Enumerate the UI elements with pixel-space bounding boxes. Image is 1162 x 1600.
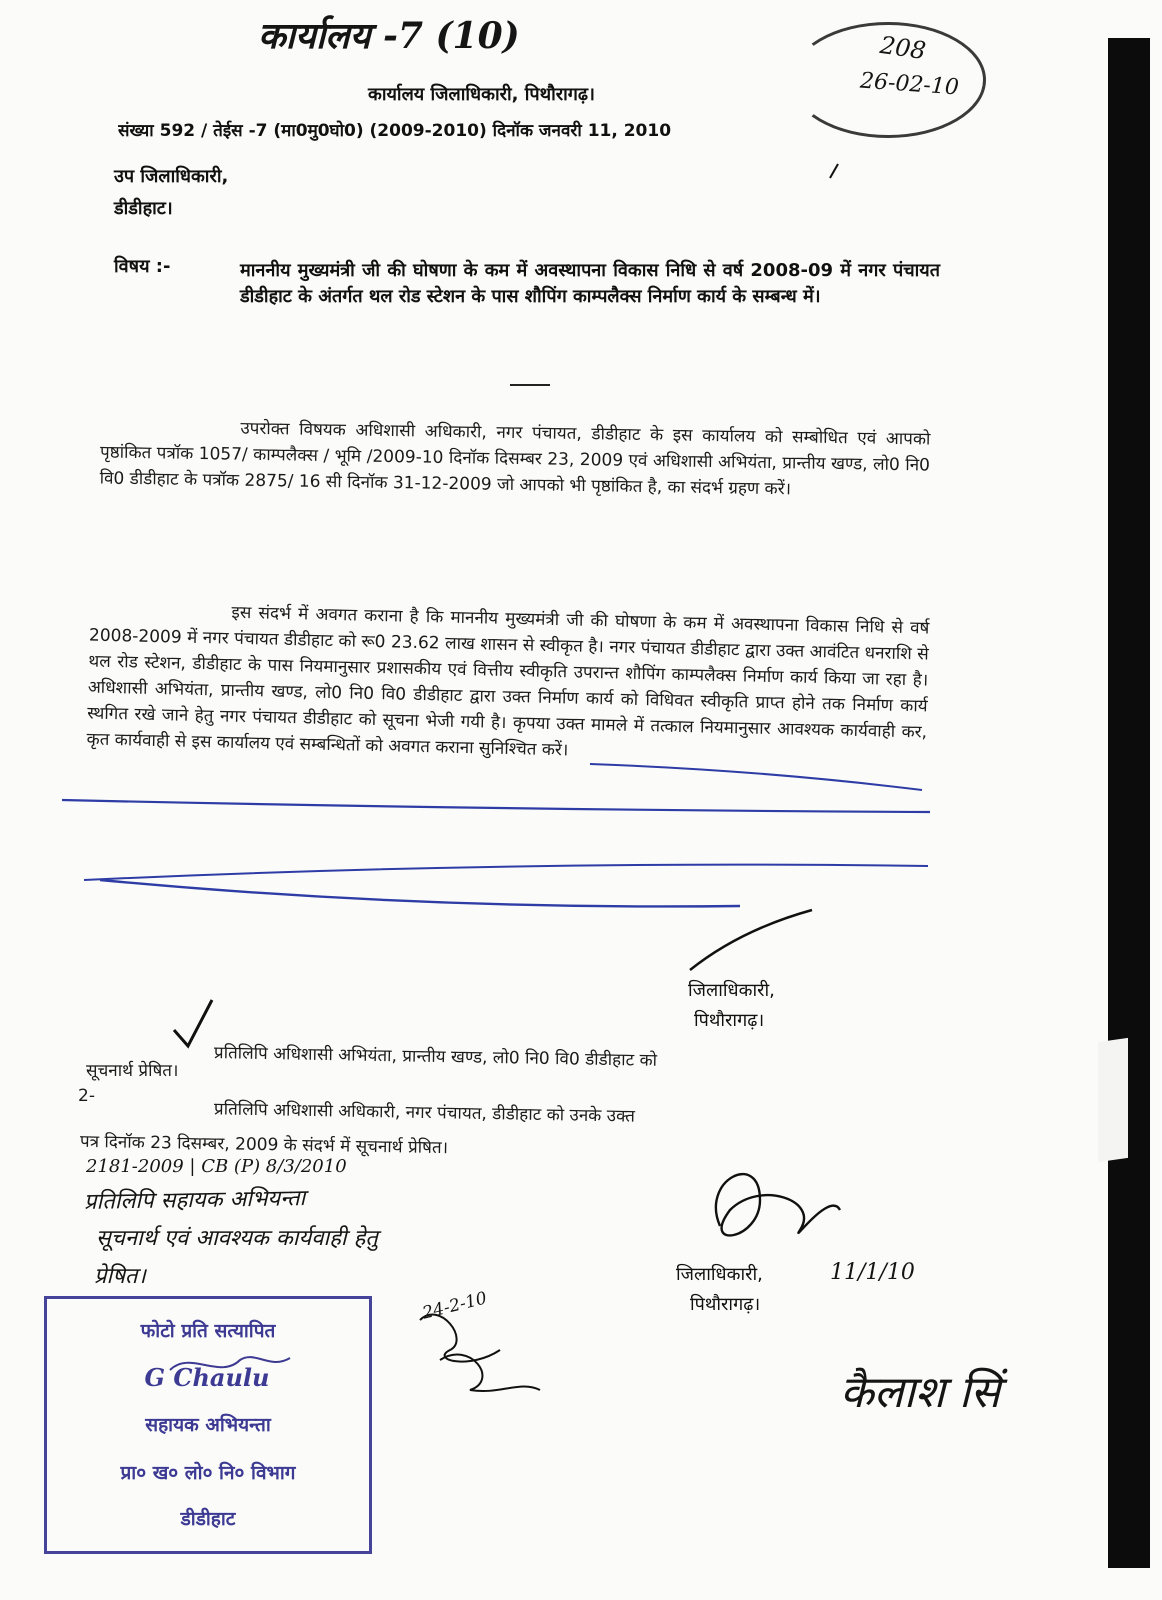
handwritten-date-note: 24-2-10 (420, 1288, 490, 1324)
stamp-designation: सहायक अभियन्ता (145, 1414, 271, 1436)
copy1-text: प्रतिलिपि अधिशासी अभियंता, प्रान्तीय खण्ड, लो0 नि0 वि0 डीडीहाट को (213, 1043, 658, 1071)
stamp-date: 26-02-10 (859, 68, 960, 101)
attestation-stamp (44, 1296, 372, 1554)
addressee-title: उप जिलाधिकारी, (114, 166, 229, 187)
handwritten-note-line3: सूचनार्थ एवं आवश्यक कार्यवाही हेतु (96, 1226, 378, 1251)
stamp-office: प्रा० ख० लो० नि० विभाग (120, 1462, 296, 1484)
office-heading: कार्यालय जिलाधिकारी, पिथौरागढ़। (368, 84, 595, 105)
initials-scribble-2 (440, 1354, 540, 1391)
stamp-heading: फोटो प्रति सत्यापित (140, 1320, 276, 1342)
paragraph-main: इस संदर्भ में अवगत कराना है कि माननीय मुख्यमंत्री जी की घोषणा के कम में अवस्थापना विकास निधि से वर्ष 2008-2009 में नगर पंचायत डीडीहाट को रू0 23.62 लाख शासन से स्वीकृत है। नगर पंचायत डीडीहाट द्वारा उक्त आवंटित धनराशि से थल रोड स्टेशन, डीडीहाट के पास नियमानुसार प्रशासकीय एवं वित्तीय स्वीकृति उपरान्त शौपिंग काम्पलैक्स निर्माण कार्य किया जा रहा है। अधिशासी अभियंता, प्रान्तीय खण्ड, लो0 नि0 वि0 डीडीहाट द्वारा उक्त निर्माण कार्य को विधिवत स्वीकृति प्राप्त होने तक निर्माण कार्य स्थगित रखे जाने हेतु नगर पंचायत डीडीहाट को सूचना भेजी गयी है। कृपया उक्त मामले में तत्काल नियमानुसार आवश्यक कार्यवाही कर, कृत कार्यवाही से इस कार्यालय एवं सम्बन्धितों को अवगत कराना सुनिश्चित करें। (86, 602, 930, 761)
handwritten-note-line2: प्रतिलिपि सहायक अभियन्ता (83, 1186, 306, 1215)
subject-text: माननीय मुख्यमंत्री जी की घोषणा के कम में अवस्थापना विकास निधि से वर्ष 2008-09 में नगर पंचायत डीडीहाट के अंतर्गत थल रोड स्टेशन के पास शौपिंग काम्पलैक्स निर्माण कार्य के सम्बन्ध में। (240, 260, 940, 307)
scanner-edge-notch (1098, 1038, 1128, 1162)
handwritten-name-bottom: कैलाश सिं (840, 1367, 1001, 1418)
signature-scribble (716, 1174, 840, 1235)
copy2-number: 2- (78, 1086, 95, 1106)
scanner-edge (1108, 38, 1150, 1568)
signatory2-title: जिलाधिकारी, (676, 1264, 763, 1285)
paragraph-reference: उपरोक्त विषयक अधिशासी अधिकारी, नगर पंचायत, डीडीहाट के इस कार्यालय को सम्बोधित एवं आपको पृष्ठांकित पत्रॉक 1057/ काम्पलैक्स / भूमि /2009-10 दिनॉक दिसम्बर 23, 2009 एवं अधिशासी अभियंता, प्रान्तीय खण्ड, लो0 नि0 वि0 डीडीहाट के पत्रॉक 2875/ 16 सी दिनॉक 31-12-2009 जो आपको भी पृष्ठांकित है, का संदर्भ ग्रहण करें। (99, 418, 931, 500)
addressee-place: डीडीहाट। (114, 198, 173, 219)
copy1-continuation: सूचनार्थ प्रेषित। (86, 1061, 179, 1081)
subject-divider (510, 384, 550, 386)
signatory-place: पिथौरागढ़। (694, 1010, 765, 1031)
copy2-continuation: पत्र दिनॉक 23 दिसम्बर, 2009 के संदर्भ में सूचनार्थ प्रेषित। (79, 1131, 449, 1159)
blue-underline-4 (100, 880, 740, 906)
signatory-title: जिलाधिकारी, (688, 980, 775, 1001)
handwritten-note-reference: 2181-2009 | CB (P) 8/3/2010 (86, 1156, 347, 1177)
handwritten-reference: कार्यालय -7 (10) (258, 15, 520, 57)
handwritten-signature-date: 11/1/10 (830, 1260, 915, 1285)
blue-underline-3 (84, 865, 928, 880)
reference-line: संख्या 592 / तेईस -7 (मा0मु0घो0) (2009-2010) दिनॉक जनवरी 11, 2010 (118, 121, 672, 141)
handwritten-note-line4: प्रेषित। (94, 1264, 146, 1289)
stamp-number: 208 (878, 30, 928, 66)
blue-underline-2 (62, 800, 930, 812)
tick-mark-1 (174, 1000, 212, 1046)
date-tick (830, 164, 838, 178)
tick-mark-2 (690, 910, 812, 970)
stamp-place: डीडीहाट (180, 1508, 236, 1530)
signatory2-place: पिथौरागढ़। (690, 1294, 761, 1315)
stamp-sign: G Chaulu (144, 1363, 270, 1392)
subject-label: विषय :- (114, 256, 171, 277)
copy2-text: प्रतिलिपि अधिशासी अधिकारी, नगर पंचायत, डीडीहाट को उनके उक्त (213, 1099, 636, 1127)
